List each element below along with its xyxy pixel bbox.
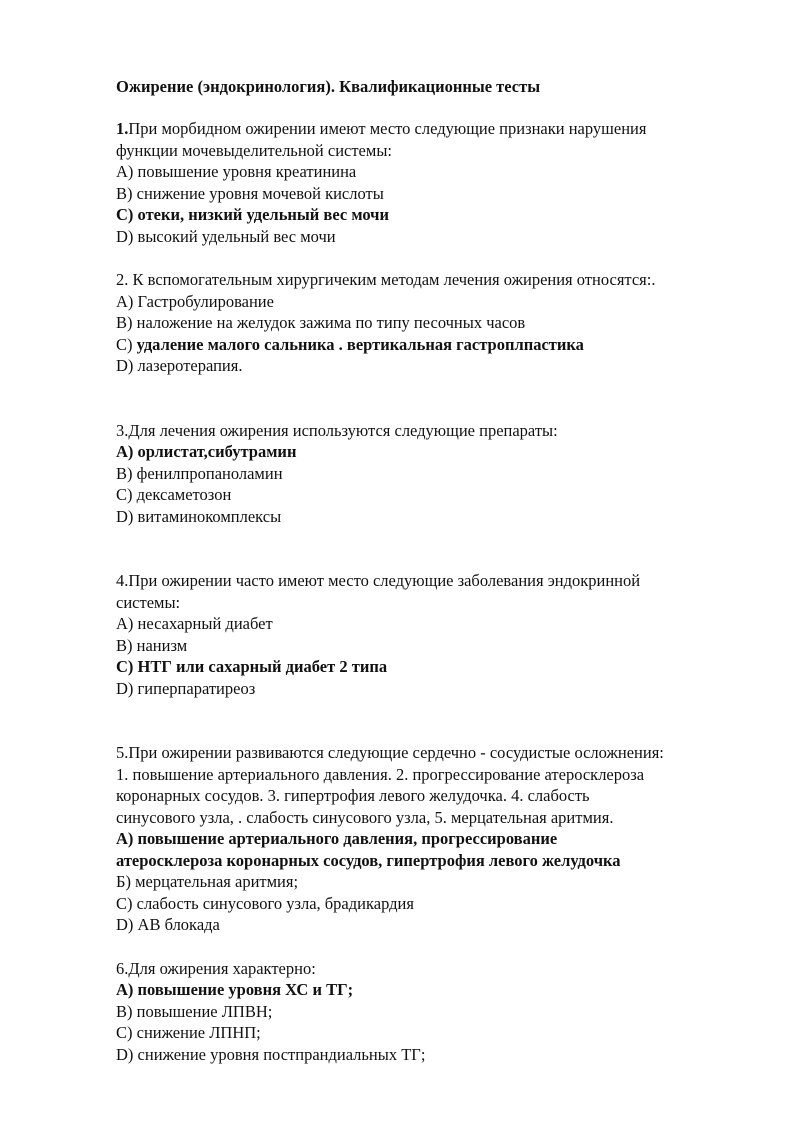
question-6-text: 6.Для ожирения характерно: bbox=[116, 958, 316, 978]
question-5-option-a-correct: А) повышение артериального давления, прогрессирование bbox=[116, 829, 558, 848]
question-6 bbox=[116, 958, 756, 1066]
question-6-option-a-correct: А) повышение уровня ХС и ТГ; bbox=[116, 980, 354, 999]
question-5-option-d: D) АВ блокада bbox=[116, 915, 220, 934]
question-1-number: 1. bbox=[116, 119, 129, 138]
question-5-text-line-4: синусового узла, . слабость синусового узла, 5. мерцательная аритмия. bbox=[116, 807, 614, 827]
question-4 bbox=[116, 570, 756, 699]
question-5-option-c: С) слабость синусового узла, брадикардия bbox=[116, 893, 414, 913]
question-4-option-a: А) несахарный диабет bbox=[116, 614, 273, 633]
question-5-option-a-correct-cont: атеросклероза коронарных сосудов, гипертрофия левого желудочка bbox=[116, 850, 621, 870]
question-1-option-b: В) снижение уровня мочевой кислоты bbox=[116, 183, 384, 203]
question-2-option-c-prefix: С) bbox=[116, 334, 137, 354]
question-3 bbox=[116, 420, 756, 528]
question-5 bbox=[116, 742, 756, 936]
question-1-text: При морбидном ожирении имеют место следующие признаки нарушения bbox=[128, 119, 647, 138]
question-6-option-c: С) снижение ЛПНП; bbox=[116, 1023, 261, 1042]
question-5-text: 5.При ожирении развиваются следующие сердечно - сосудистые осложнения: bbox=[116, 743, 664, 762]
question-2-text: 2. К вспомогательным хирургичеким методам лечения ожирения относятся:. bbox=[116, 270, 656, 289]
question-1-text-cont: функции мочевыделительной системы: bbox=[116, 140, 392, 160]
question-2-option-c bbox=[116, 334, 756, 356]
question-5-text-line-2: 1. повышение артериального давления. 2. прогрессирование атеросклероза bbox=[116, 764, 645, 784]
question-3-text: 3.Для лечения ожирения используются следующие препараты: bbox=[116, 420, 558, 440]
document-title: Ожирение (эндокринология). Квалификационные тесты bbox=[116, 77, 541, 96]
question-1-option-d: D) высокий удельный вес мочи bbox=[116, 226, 336, 246]
question-6-option-b: В) повышение ЛПВН; bbox=[116, 1001, 273, 1021]
question-1 bbox=[116, 118, 756, 247]
question-1-option-a: А) повышение уровня креатинина bbox=[116, 162, 357, 181]
question-2-option-a: А) Гастробулирование bbox=[116, 291, 274, 311]
question-5-option-b: Б) мерцательная аритмия; bbox=[116, 872, 299, 891]
question-2-option-c-correct: удаление малого сальника . вертикальная гастроплпастика bbox=[136, 334, 584, 354]
question-3-option-b: В) фенилпропаноламин bbox=[116, 463, 283, 483]
question-3-option-c: С) дексаметозон bbox=[116, 485, 232, 504]
question-4-text-cont: системы: bbox=[116, 592, 181, 612]
question-1-option-c-correct: С) отеки, низкий удельный вес мочи bbox=[116, 205, 389, 224]
question-4-text: 4.При ожирении часто имеют место следующие заболевания эндокринной bbox=[116, 571, 641, 590]
question-4-option-d: D) гиперпаратиреоз bbox=[116, 678, 256, 698]
question-4-option-c-correct: С) НТГ или сахарный диабет 2 типа bbox=[116, 657, 388, 676]
question-4-option-b: В) нанизм bbox=[116, 635, 188, 655]
document-page bbox=[116, 76, 756, 1065]
question-6-option-d: D) снижение уровня постпрандиальных ТГ; bbox=[116, 1044, 426, 1064]
question-3-option-d: D) витаминокомплексы bbox=[116, 506, 282, 526]
question-2-option-b: В) наложение на желудок зажима по типу песочных часов bbox=[116, 313, 526, 332]
question-1-stem bbox=[116, 118, 756, 140]
question-3-option-a-correct: А) орлистат,сибутрамин bbox=[116, 442, 297, 461]
question-2-option-d: D) лазеротерапия. bbox=[116, 356, 243, 375]
question-5-text-line-3: коронарных сосудов. 3. гипертрофия левого желудочка. 4. слабость bbox=[116, 786, 590, 805]
question-2 bbox=[116, 269, 756, 377]
